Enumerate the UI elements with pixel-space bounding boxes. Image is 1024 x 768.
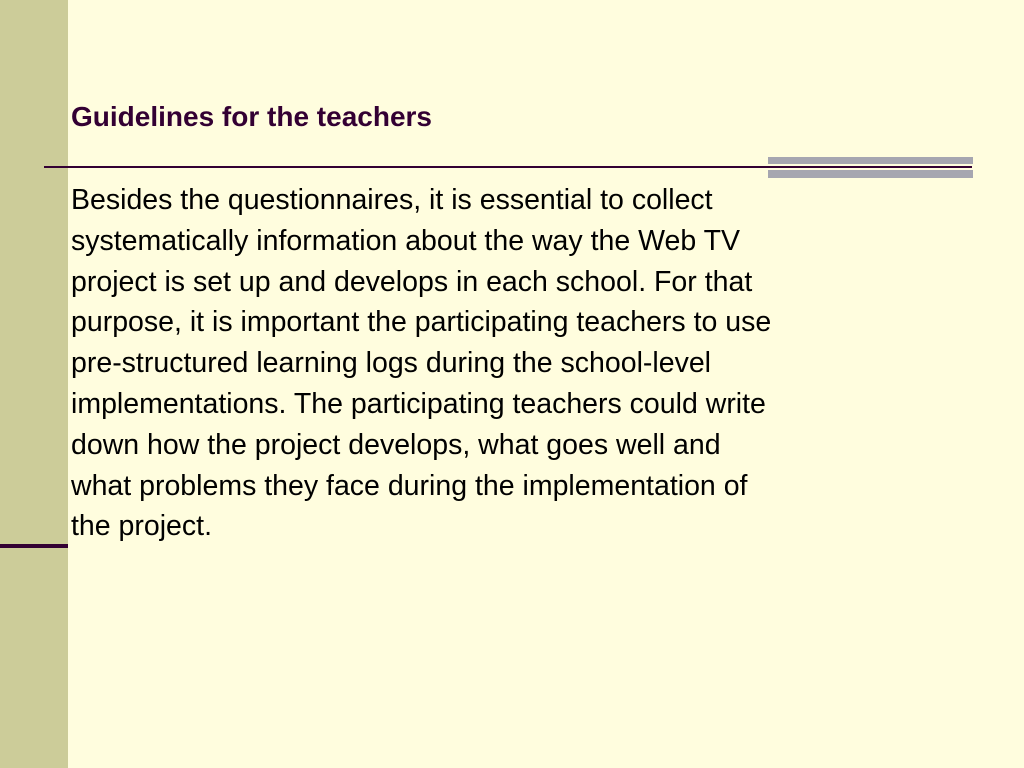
slide-title: Guidelines for the teachers — [71, 101, 432, 132]
sidebar-accent-line — [0, 544, 68, 548]
divider-accent-bar-top — [768, 157, 973, 164]
body-line: project is set up and develops in each school. For that — [71, 265, 753, 298]
left-sidebar-bar — [0, 0, 68, 768]
body-line: systematically information about the way the Web TV — [71, 224, 741, 257]
body-line: implementations. The participating teachers could write — [71, 387, 766, 420]
body-line: Besides the questionnaires, it is essential to collect — [71, 184, 713, 216]
body-line: pre-structured learning logs during the school-level — [71, 347, 712, 380]
body-line: down how the project develops, what goes well and — [71, 428, 721, 461]
divider-accent-bars — [768, 157, 973, 179]
slide-body-text — [71, 180, 951, 547]
divider-accent-bar-bottom — [768, 170, 973, 178]
body-line: the project. — [71, 510, 212, 543]
body-line: what problems they face during the implementation of — [71, 469, 748, 502]
body-line: purpose, it is important the participating teachers to use — [71, 306, 772, 339]
